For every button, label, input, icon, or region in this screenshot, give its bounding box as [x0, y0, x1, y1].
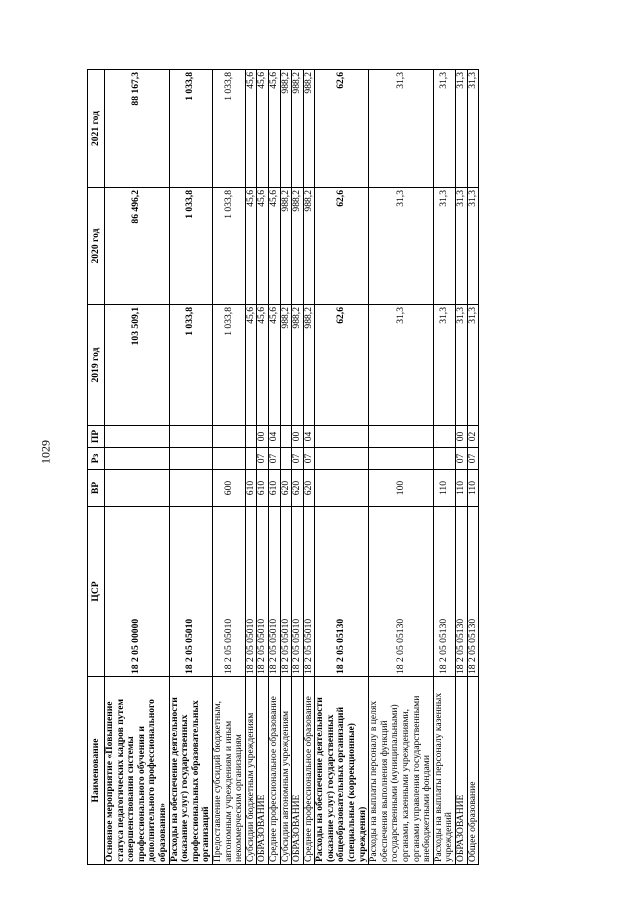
row-name: ОБРАЗОВАНИЕ	[257, 677, 269, 865]
row-rz	[369, 448, 434, 470]
row-2021: 988,2	[303, 70, 315, 188]
table-row	[433, 70, 455, 865]
row-rz: 07	[303, 448, 315, 470]
header-row	[88, 70, 105, 865]
table-row	[268, 70, 280, 865]
row-2020: 1 033,8	[212, 188, 245, 305]
row-2019: 45,6	[245, 305, 257, 426]
row-name: ОБРАЗОВАНИЕ	[456, 677, 468, 865]
row-2020: 62,6	[315, 188, 369, 305]
row-rz	[169, 448, 212, 470]
row-vr	[105, 470, 170, 507]
table-row	[456, 70, 468, 865]
header-2019: 2019 год	[88, 305, 105, 426]
row-pr: 00	[257, 426, 269, 448]
table-row	[257, 70, 269, 865]
header-rz: Рз	[88, 448, 105, 470]
row-rz: 07	[456, 448, 468, 470]
table-row	[280, 70, 292, 865]
row-2020: 31,3	[433, 188, 455, 305]
row-2021: 45,6	[245, 70, 257, 188]
row-2021: 31,3	[369, 70, 434, 188]
table-row	[467, 70, 479, 865]
row-2021: 31,3	[433, 70, 455, 188]
row-pr	[280, 426, 292, 448]
row-2019: 45,6	[268, 305, 280, 426]
row-pr	[433, 426, 455, 448]
row-2020: 31,3	[467, 188, 479, 305]
row-2020: 45,6	[245, 188, 257, 305]
row-2021: 45,6	[268, 70, 280, 188]
row-csr: 18 2 05 05010	[292, 507, 304, 677]
row-rz	[315, 448, 369, 470]
row-vr: 600	[212, 470, 245, 507]
row-name: Расходы на выплаты персоналу в целях обеспечения выполнения функций государственными (муниципальными) органами, казенными учреждениями, органами управления государственными внебюджетными фондами	[369, 677, 434, 865]
row-pr: 04	[268, 426, 280, 448]
row-pr: 00	[292, 426, 304, 448]
row-csr: 18 2 05 00000	[105, 507, 170, 677]
row-2019: 988,2	[303, 305, 315, 426]
row-vr: 620	[303, 470, 315, 507]
row-2021: 1 033,8	[169, 70, 212, 188]
row-name: Среднее профессиональное образование	[303, 677, 315, 865]
row-rz	[212, 448, 245, 470]
row-pr	[315, 426, 369, 448]
table-row	[169, 70, 212, 865]
row-vr: 610	[268, 470, 280, 507]
row-2019: 31,3	[456, 305, 468, 426]
row-csr: 18 2 05 05130	[369, 507, 434, 677]
header-vr: ВР	[88, 470, 105, 507]
row-csr: 18 2 05 05130	[467, 507, 479, 677]
row-rz	[245, 448, 257, 470]
page-number: 1029	[38, 440, 53, 464]
row-rz: 07	[268, 448, 280, 470]
row-2019: 45,6	[257, 305, 269, 426]
row-pr: 04	[303, 426, 315, 448]
row-csr: 18 2 05 05010	[268, 507, 280, 677]
row-name: Субсидии бюджетным учреждениям	[245, 677, 257, 865]
row-pr	[212, 426, 245, 448]
row-2020: 45,6	[268, 188, 280, 305]
row-2021: 31,3	[456, 70, 468, 188]
row-vr	[169, 470, 212, 507]
header-name: Наименование	[88, 677, 105, 865]
row-rz: 07	[467, 448, 479, 470]
table-body	[105, 70, 479, 865]
table-row	[292, 70, 304, 865]
row-2020: 1 033,8	[169, 188, 212, 305]
row-rz	[433, 448, 455, 470]
table-row	[369, 70, 434, 865]
row-2021: 988,2	[280, 70, 292, 188]
row-name: ОБРАЗОВАНИЕ	[292, 677, 304, 865]
row-name: Среднее профессиональное образование	[268, 677, 280, 865]
row-vr: 610	[245, 470, 257, 507]
budget-table-container	[87, 70, 555, 865]
row-vr: 620	[292, 470, 304, 507]
row-2020: 45,6	[257, 188, 269, 305]
row-2019: 31,3	[433, 305, 455, 426]
row-csr: 18 2 05 05010	[257, 507, 269, 677]
row-pr	[169, 426, 212, 448]
row-name: Расходы на обеспечение деятельности (оказание услуг) государственных общеобразовательных организаций (специальные (коррекционные) учреждения)	[315, 677, 369, 865]
row-name: Общее образование	[467, 677, 479, 865]
row-2021: 988,2	[292, 70, 304, 188]
row-pr	[245, 426, 257, 448]
table-row	[245, 70, 257, 865]
row-pr: 02	[467, 426, 479, 448]
row-2020: 988,2	[292, 188, 304, 305]
row-2019: 31,3	[467, 305, 479, 426]
table-row	[315, 70, 369, 865]
row-csr: 18 2 05 05130	[433, 507, 455, 677]
header-2020: 2020 год	[88, 188, 105, 305]
row-2021: 88 167,3	[105, 70, 170, 188]
row-vr: 100	[369, 470, 434, 507]
row-name: Расходы на выплаты персоналу казенных учреждений	[433, 677, 455, 865]
table-row	[212, 70, 245, 865]
row-rz	[280, 448, 292, 470]
row-pr	[369, 426, 434, 448]
header-pr: ПР	[88, 426, 105, 448]
row-name: Основное мероприятие «Повышение статуса педагогических кадров путем совершенствования системы профессионального обучения и дополнительного профессионального образования»	[105, 677, 170, 865]
header-csr: ЦСР	[88, 507, 105, 677]
row-rz: 07	[292, 448, 304, 470]
row-vr: 110	[433, 470, 455, 507]
table-row	[303, 70, 315, 865]
row-rz: 07	[257, 448, 269, 470]
row-rz	[105, 448, 170, 470]
row-2020: 988,2	[303, 188, 315, 305]
budget-table	[87, 69, 479, 865]
row-2019: 62,6	[315, 305, 369, 426]
row-2019: 988,2	[280, 305, 292, 426]
row-pr: 00	[456, 426, 468, 448]
row-name: Субсидии автономным учреждениям	[280, 677, 292, 865]
row-vr: 620	[280, 470, 292, 507]
row-2021: 1 033,8	[212, 70, 245, 188]
row-2020: 31,3	[456, 188, 468, 305]
row-2021: 62,6	[315, 70, 369, 188]
row-vr: 610	[257, 470, 269, 507]
row-name: Расходы на обеспечение деятельности (оказание услуг) государственных профессиональных образовательных организаций	[169, 677, 212, 865]
row-2019: 103 509,1	[105, 305, 170, 426]
row-2019: 1 033,8	[212, 305, 245, 426]
table-row	[105, 70, 170, 865]
row-vr	[315, 470, 369, 507]
row-csr: 18 2 05 05010	[280, 507, 292, 677]
row-vr: 110	[467, 470, 479, 507]
row-2020: 86 496,2	[105, 188, 170, 305]
row-2019: 988,2	[292, 305, 304, 426]
header-2021: 2021 год	[88, 70, 105, 188]
row-2020: 31,3	[369, 188, 434, 305]
row-2019: 1 033,8	[169, 305, 212, 426]
row-vr: 110	[456, 470, 468, 507]
row-csr: 18 2 05 05010	[245, 507, 257, 677]
row-pr	[105, 426, 170, 448]
row-2021: 31,3	[467, 70, 479, 188]
row-2021: 45,6	[257, 70, 269, 188]
row-csr: 18 2 05 05130	[315, 507, 369, 677]
row-csr: 18 2 05 05130	[456, 507, 468, 677]
row-csr: 18 2 05 05010	[303, 507, 315, 677]
row-name: Предоставление субсидий бюджетным, автономным учреждениям и иным некоммерческим организациям	[212, 677, 245, 865]
row-2019: 31,3	[369, 305, 434, 426]
row-csr: 18 2 05 05010	[212, 507, 245, 677]
row-csr: 18 2 05 05010	[169, 507, 212, 677]
row-2020: 988,2	[280, 188, 292, 305]
